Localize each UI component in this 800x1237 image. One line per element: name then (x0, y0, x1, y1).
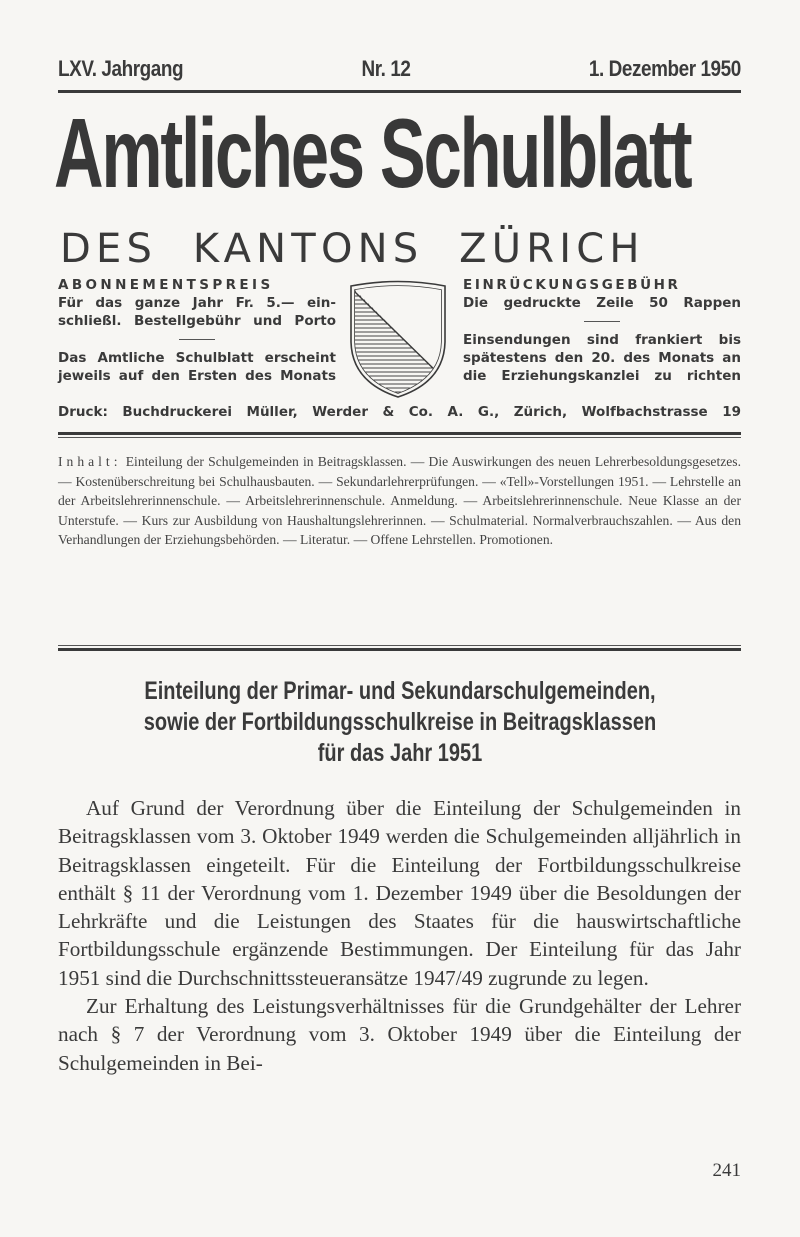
article-body (58, 794, 741, 1077)
issue-date: 1. Dezember 1950 (588, 56, 741, 81)
double-divider-thin (58, 437, 741, 438)
divider (58, 90, 741, 93)
publication-subtitle: DES KANTONS ZÜRICH (60, 226, 645, 272)
masthead-topline (58, 56, 741, 82)
contents-text: Einteilung der Schulgemeinden in Beitragsklassen. — Die Auswirkungen des neuen Lehrerbesoldungsgesetzes. — Kostenüberschreitung bei Schulhausbauten. — Sekundarlehrerprüfungen. — «Tell»-Vorstellungen 1951. — Lehrstelle an der Arbeitslehrerinnenschule. — Arbeitslehrerinnenschule. Anmeldung. — Arbeitslehrerinnenschule. Neue Klasse an der Unterstufe. — Kurs zur Ausbildung von Haushaltungslehrerinnen. — Schulmaterial. Normalverbrauchszahlen. — Aus den Verhandlungen der Erziehungsbehörden. — Literatur. — Offene Lehrstellen. Promotionen. (58, 454, 741, 547)
subscription-block (58, 276, 336, 385)
zurich-coat-of-arms-icon (328, 280, 468, 398)
publication-title: Amtliches Schulblatt (54, 98, 691, 208)
advertising-line: die Erziehungskanzlei zu richten (463, 368, 741, 384)
subscription-line: schließl. Bestellgebühr und Porto (58, 313, 336, 329)
subscription-line: Für das ganze Jahr Fr. 5.— ein- (58, 295, 336, 311)
headline-line: sowie der Fortbildungsschulkreise in Beitragsklassen (143, 708, 657, 736)
double-divider-thick (58, 432, 741, 435)
volume-label: LXV. Jahrgang (58, 56, 184, 81)
double-divider-thick (58, 648, 741, 651)
issue-number: Nr. 12 (361, 56, 411, 81)
double-divider-thin (58, 645, 741, 646)
article-paragraph: Zur Erhaltung des Leistungsverhältnisses für die Grundgehälter der Lehrer nach § 7 der Verordnung vom 3. Oktober 1949 über die Einteilung der Schulgemeinden in Bei- (58, 994, 741, 1075)
advertising-line: Einsendungen sind frankiert bis (463, 332, 741, 348)
advertising-heading: EINRÜCKUNGSGEBÜHR (463, 277, 681, 293)
short-divider (584, 321, 620, 322)
subscription-line: jeweils auf den Ersten des Monats (58, 368, 336, 384)
table-of-contents (58, 452, 741, 550)
advertising-line: spätestens den 20. des Monats an (463, 350, 741, 366)
article-headline (58, 676, 741, 769)
contents-label: Inhalt: (58, 454, 122, 469)
subscription-heading: ABONNEMENTSPREIS (58, 277, 274, 293)
headline-line: für das Jahr 1951 (317, 739, 483, 767)
short-divider (179, 339, 215, 340)
page-number: 241 (712, 1160, 741, 1181)
printer-imprint: Druck: Buchdruckerei Müller, Werder & Co. A. G., Zürich, Wolfbachstrasse 19 (58, 404, 741, 420)
article-paragraph: Auf Grund der Verordnung über die Einteilung der Schulgemeinden in Beitragsklassen vom 3. Oktober 1949 werden die Schulgemeinden alljährlich in Beitragsklassen eingeteilt. Für die Einteilung der Fortbildungsschulkreise enthält § 11 der Verordnung vom 1. Dezember 1949 über die Besoldungen der Lehrkräfte und die Leistungen des Staates für die hauswirtschaftliche Fortbildungsschule ergänzende Bestimmungen. Der Einteilung für das Jahr 1951 sind die Durchschnittssteueransätze 1947/49 zugrunde zu legen. (58, 796, 741, 990)
headline-line: Einteilung der Primar- und Sekundarschulgemeinden, (144, 677, 656, 705)
masthead-info (58, 276, 741, 400)
advertising-line: Die gedruckte Zeile 50 Rappen (463, 295, 741, 311)
subscription-line: Das Amtliche Schulblatt erscheint (58, 350, 336, 366)
advertising-block (463, 276, 741, 385)
